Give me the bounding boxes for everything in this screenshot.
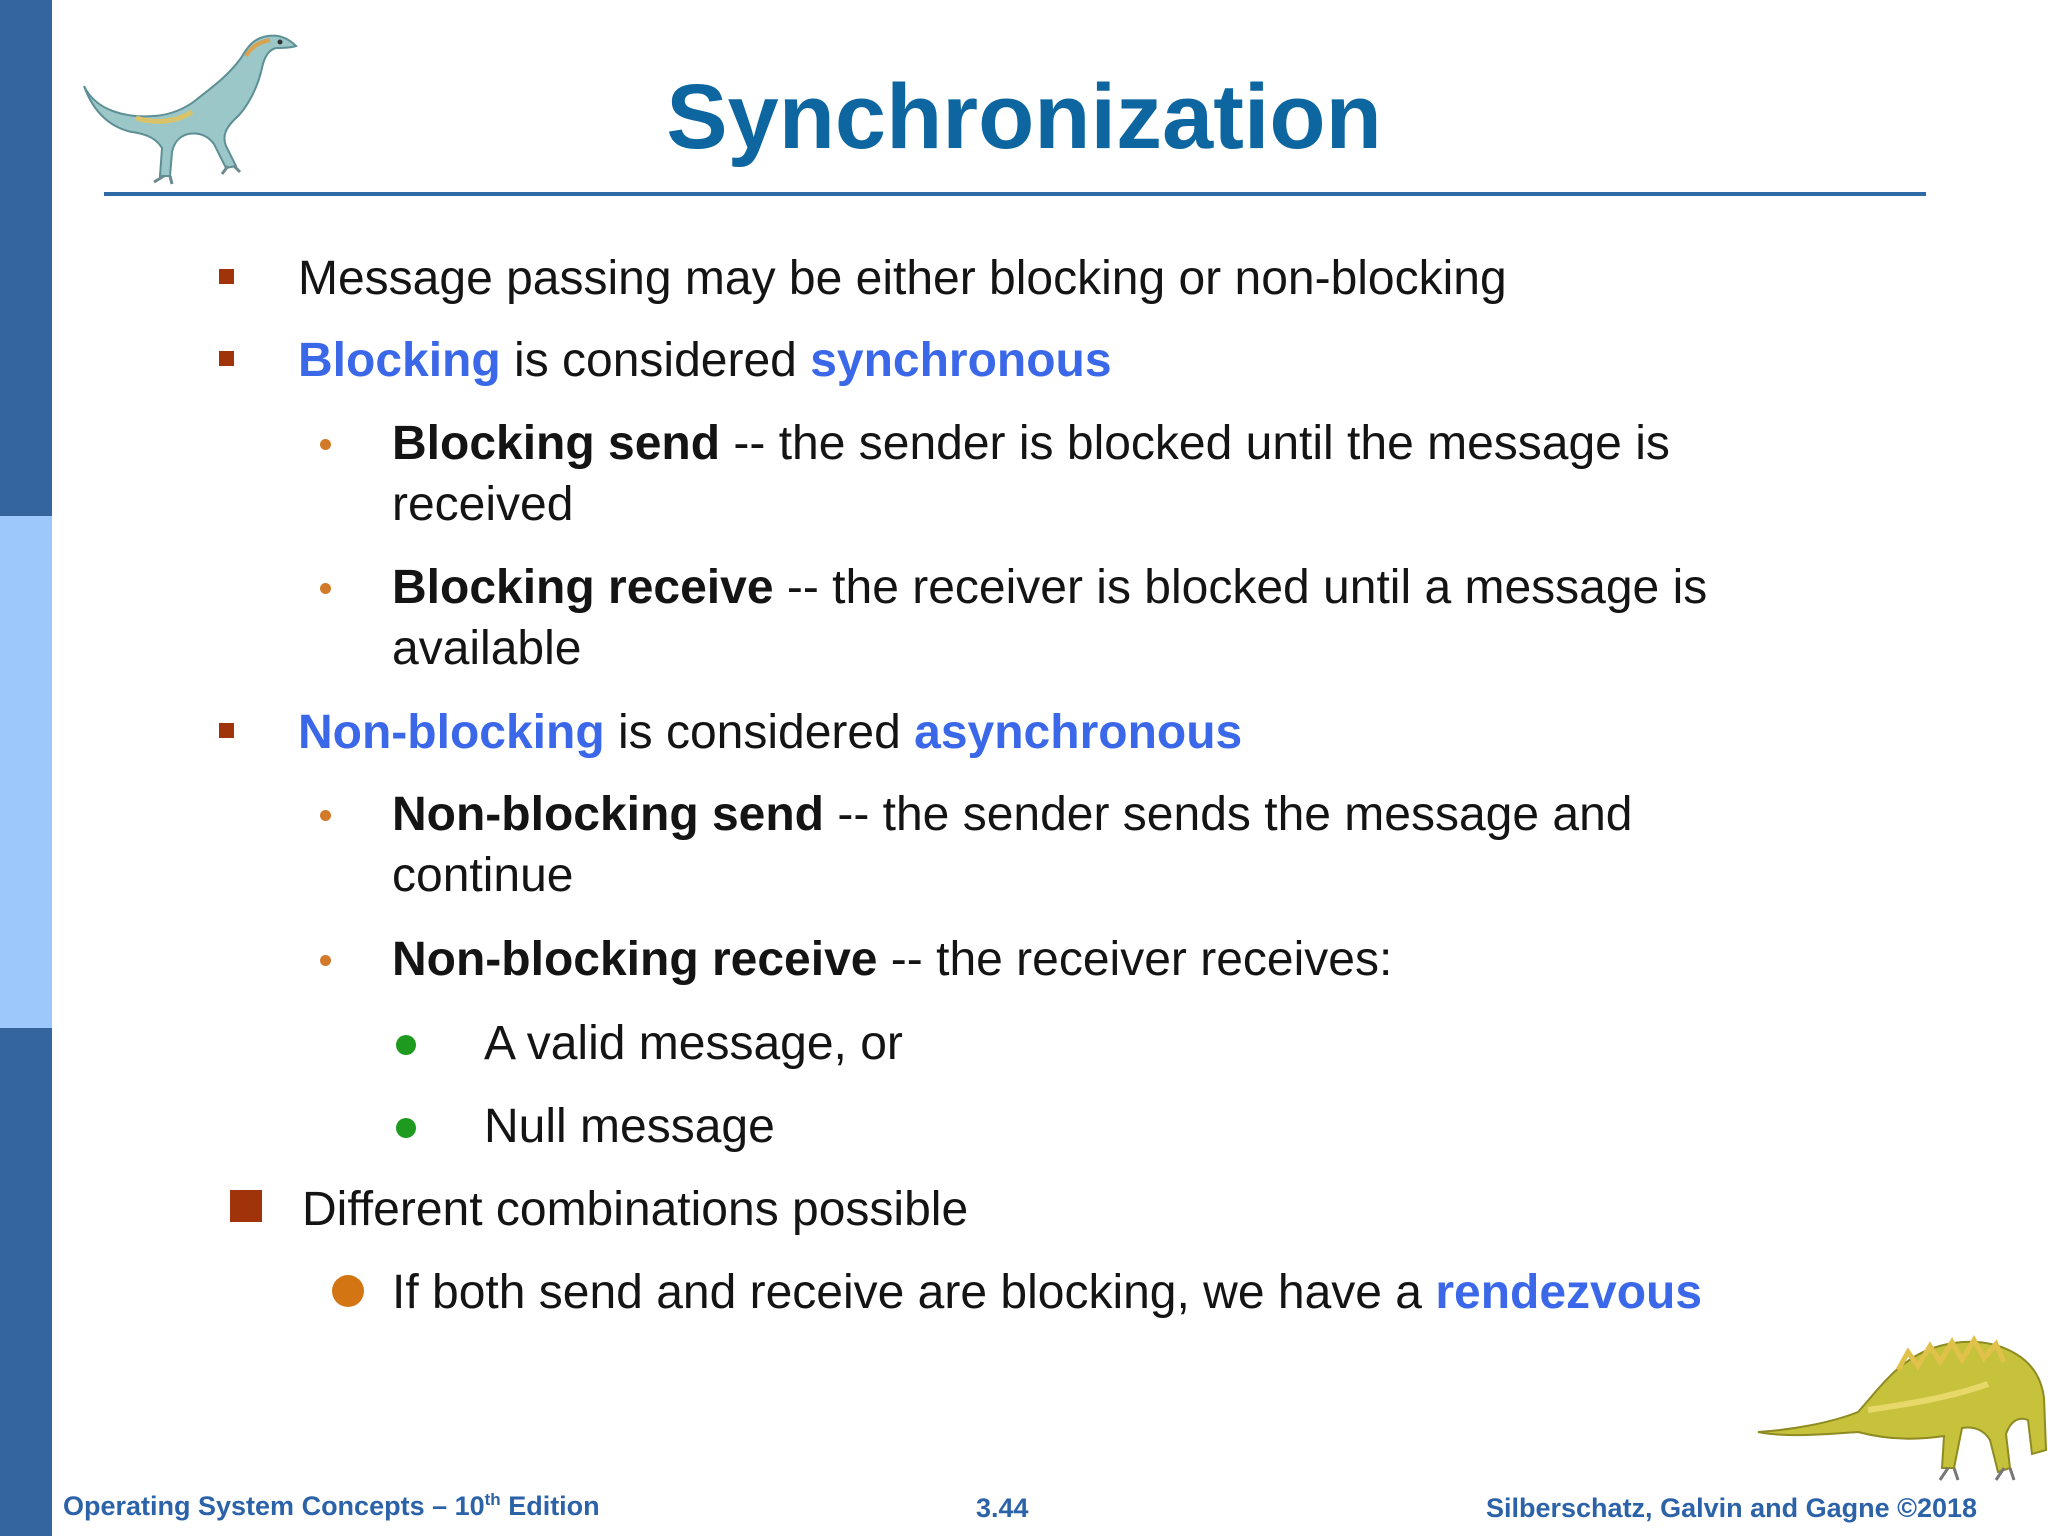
bullet-non-blocking-text: is considered xyxy=(604,706,915,759)
green-dot-bullet-icon xyxy=(396,1035,416,1055)
term-blocking-receive: Blocking receive xyxy=(392,561,774,614)
subbullet-blocking-receive xyxy=(392,558,1707,618)
footer-book-title-tail: Edition xyxy=(500,1491,600,1521)
footer-page-number: 3.44 xyxy=(976,1493,1029,1523)
subbullet-blocking-send xyxy=(392,414,1670,474)
term-non-blocking-send: Non-blocking send xyxy=(392,788,824,841)
subbullet-rendezvous xyxy=(392,1263,1702,1323)
bullet-blocking-text: is considered xyxy=(500,334,811,387)
term-non-blocking-receive: Non-blocking receive xyxy=(392,933,878,986)
subbullet-non-blocking-receive xyxy=(392,930,1392,990)
dot-bullet-icon xyxy=(320,583,331,594)
footer-book-title xyxy=(63,1490,600,1522)
term-rendezvous: rendezvous xyxy=(1435,1266,1703,1319)
subbullet-non-blocking-receive-text: -- the receiver receives: xyxy=(877,933,1393,986)
sidebar-stripe-highlight xyxy=(0,516,52,1028)
subbullet-blocking-receive-continuation: available xyxy=(392,622,582,675)
square-bullet-icon xyxy=(230,1190,262,1222)
subbullet-blocking-receive-text: -- the receiver is blocked until a message is xyxy=(773,561,1708,614)
subbullet-blocking-send-continuation: received xyxy=(392,478,574,531)
footer-book-title-main: Operating System Concepts – 10 xyxy=(63,1491,485,1521)
slide-title: Synchronization xyxy=(666,66,1382,168)
subsubbullet-null-message: Null message xyxy=(484,1100,775,1153)
green-dot-bullet-icon xyxy=(396,1118,416,1138)
bullet-different-combinations: Different combinations possible xyxy=(302,1183,969,1236)
bullet-blocking xyxy=(298,331,1112,391)
square-bullet-icon xyxy=(219,723,234,738)
square-bullet-icon xyxy=(219,351,234,366)
dot-bullet-icon xyxy=(320,439,331,450)
subbullet-non-blocking-send-continuation: continue xyxy=(392,849,574,902)
subbullet-non-blocking-send xyxy=(392,785,1632,845)
title-underline xyxy=(104,192,1926,196)
footer-copyright: Silberschatz, Galvin and Gagne ©2018 xyxy=(1486,1493,1978,1523)
term-asynchronous: asynchronous xyxy=(914,706,1243,759)
subbullet-blocking-send-text: -- the sender is blocked until the message is xyxy=(720,417,1670,470)
subsubbullet-valid-message: A valid message, or xyxy=(484,1017,903,1070)
term-blocking-send: Blocking send xyxy=(392,417,721,470)
dinosaur-illustration-icon xyxy=(1748,1300,2048,1490)
bullet-message-passing: Message passing may be either blocking or non-blocking xyxy=(298,252,1507,305)
subbullet-non-blocking-send-text: -- the sender sends the message and xyxy=(824,788,1633,841)
subbullet-rendezvous-text: If both send and receive are blocking, we have a xyxy=(392,1266,1436,1319)
footer-book-title-sup: th xyxy=(484,1490,501,1509)
dot-bullet-icon xyxy=(320,810,331,821)
bullet-non-blocking xyxy=(298,703,1242,763)
orange-dot-bullet-icon xyxy=(332,1275,364,1307)
term-synchronous: synchronous xyxy=(810,334,1112,387)
term-non-blocking: Non-blocking xyxy=(298,706,605,759)
term-blocking: Blocking xyxy=(298,334,501,387)
dot-bullet-icon xyxy=(320,955,331,966)
square-bullet-icon xyxy=(219,269,234,284)
